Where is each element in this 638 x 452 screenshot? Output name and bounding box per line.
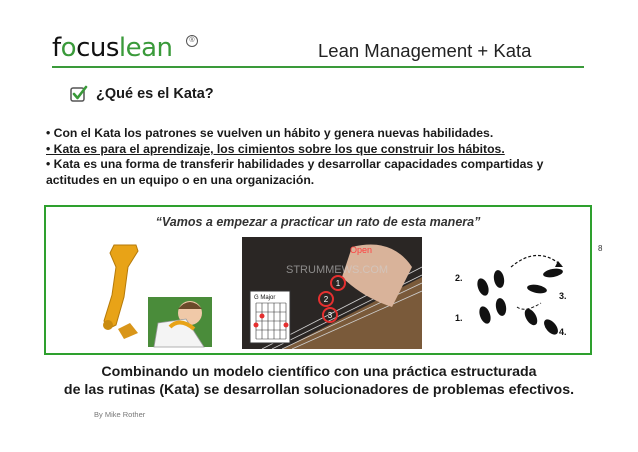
- page-number: 8: [598, 244, 603, 253]
- guitar-chord-icon: [242, 237, 422, 349]
- open-string-tag: Open: [350, 245, 373, 255]
- step-label: 4.: [559, 327, 567, 337]
- finger-number: 1: [335, 279, 341, 288]
- dance-steps-icon: [441, 237, 581, 349]
- conclusion-line: de las rutinas (Kata) se desarrollan solucionadores de problemas efectivos.: [63, 382, 575, 398]
- posture-trainer-icon: [94, 237, 216, 349]
- conclusion-line: Combinando un modelo científico con una práctica estructurada: [101, 364, 537, 380]
- bullet-list: [46, 126, 598, 188]
- step-label: 3.: [559, 291, 567, 301]
- conclusion-text: [30, 363, 608, 399]
- illustration-panel: [44, 205, 592, 355]
- panel-quote: “Vamos a empezar a practicar un rato de esta manera”: [155, 215, 481, 229]
- bullet-item: • Kata es para el aprendizaje, los cimientos sobre los que construir los hábitos.: [46, 141, 505, 156]
- step-label: 1.: [455, 313, 463, 323]
- logo-wordmark: focuslean: [52, 33, 173, 63]
- header-divider: [52, 66, 584, 68]
- finger-number: 2: [323, 295, 329, 304]
- step-label: 2.: [455, 273, 463, 283]
- checkbox-check-icon: [70, 85, 88, 103]
- registered-mark: ®: [186, 35, 198, 47]
- bullet-item: • Kata es una forma de transferir habilidades y desarrollar capacidades compartidas y actitudes en un equipo o en una organización.: [46, 157, 544, 187]
- question-heading: ¿Qué es el Kata?: [96, 86, 214, 102]
- chord-name: G Major: [254, 295, 276, 301]
- author-byline: By Mike Rother: [94, 410, 146, 419]
- guitar-watermark: STRUMMEWS.COM: [286, 264, 389, 276]
- header-title: Lean Management + Kata: [318, 40, 532, 61]
- bullet-item: • Con el Kata los patrones se vuelven un hábito y genera nuevas habilidades.: [46, 126, 494, 140]
- finger-number: 3: [327, 311, 333, 320]
